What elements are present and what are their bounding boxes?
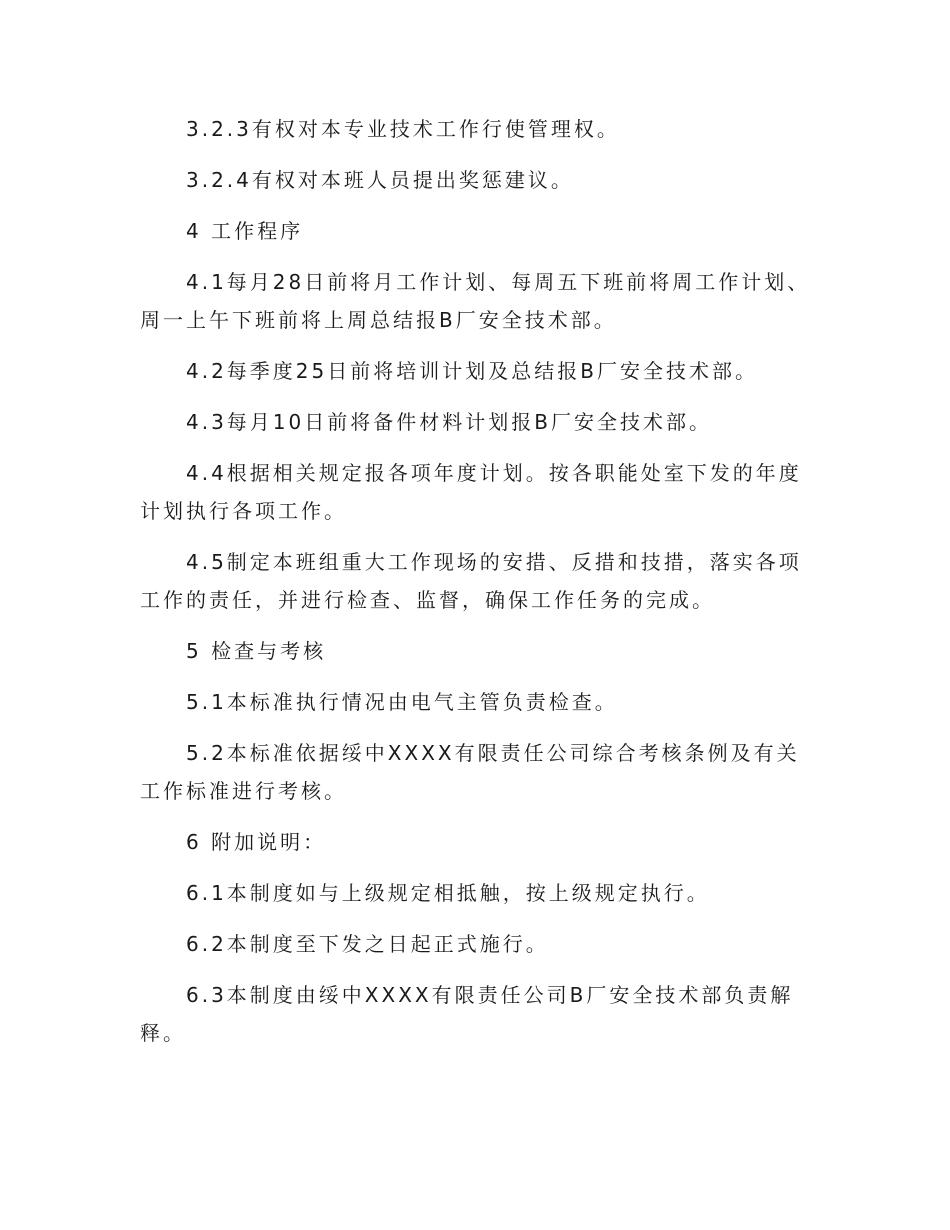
clause-6-2: 6.2本制度至下发之日起正式施行。 xyxy=(186,932,549,956)
clause-4-4: 4.4根据相关规定报各项年度计划。按各职能处室下发的年度计划执行各项工作。 xyxy=(140,461,802,523)
clause-5-2: 5.2本标准依据绥中XXXX有限责任公司综合考核条例及有关工作标准进行考核。 xyxy=(140,741,800,803)
section-heading-5: 5 检查与考核 xyxy=(186,639,327,663)
section-heading-6: 6 附加说明： xyxy=(186,830,327,854)
clause-5-1: 5.1本标准执行情况由电气主管负责检查。 xyxy=(186,690,618,714)
clause-6-1: 6.1本制度如与上级规定相抵触，按上级规定执行。 xyxy=(186,881,710,905)
clause-3-2-3: 3.2.3有权对本专业技术工作行使管理权。 xyxy=(186,117,620,141)
clause-4-2: 4.2每季度25日前将培训计划及总结报B厂安全技术部。 xyxy=(186,359,758,383)
clause-4-3: 4.3每月10日前将备件材料计划报B厂安全技术部。 xyxy=(186,410,712,434)
document-body xyxy=(140,110,812,1065)
clause-3-2-4: 3.2.4有权对本班人员提出奖惩建议。 xyxy=(186,168,574,192)
clause-4-1: 4.1每月28日前将月工作计划、每周五下班前将周工作计划、周一上午下班前将上周总结报B厂安全技术部。 xyxy=(140,270,811,332)
clause-4-5: 4.5制定本班组重大工作现场的安措、反措和技措，落实各项工作的责任，并进行检查、监督，确保工作任务的完成。 xyxy=(140,550,802,612)
clause-6-3: 6.3本制度由绥中XXXX有限责任公司B厂安全技术部负责解释。 xyxy=(140,983,794,1045)
section-heading-4: 4 工作程序 xyxy=(186,219,304,243)
